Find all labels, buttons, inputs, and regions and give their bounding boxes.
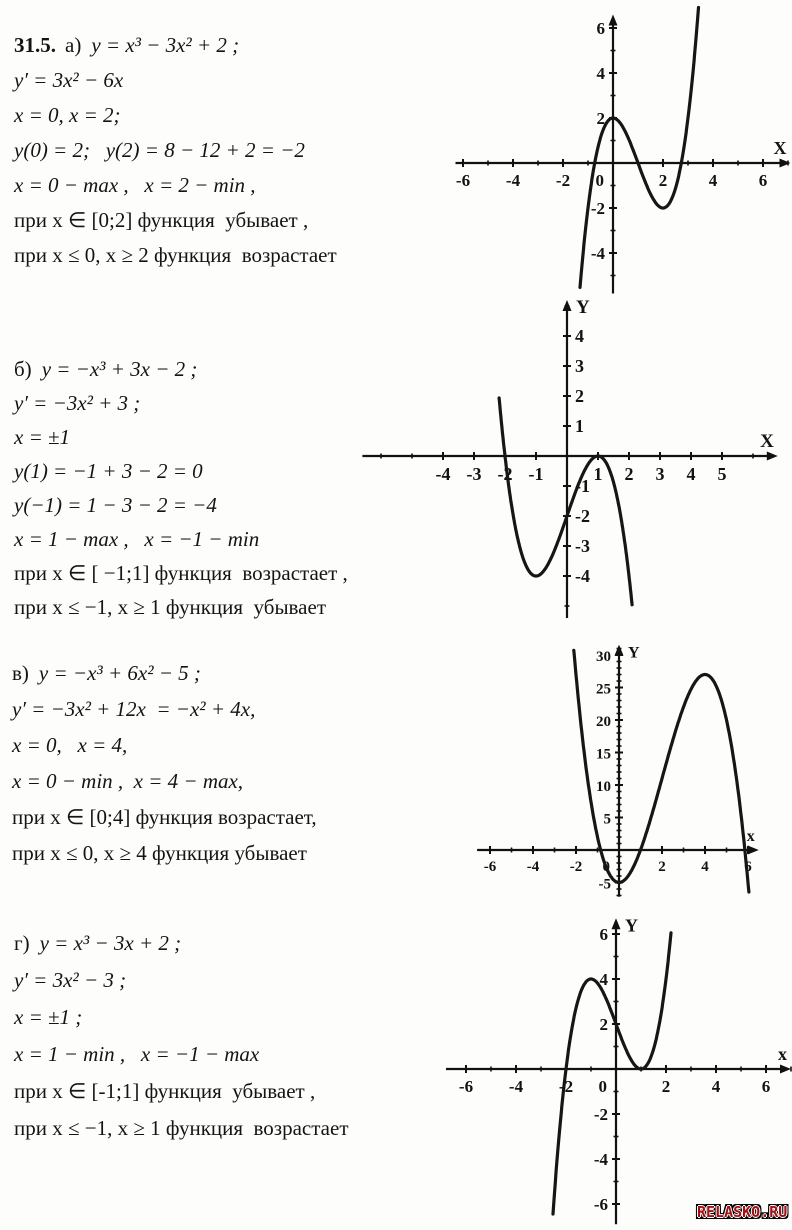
svg-text:2: 2 <box>624 464 634 484</box>
function-plot-v <box>445 640 792 908</box>
svg-text:6: 6 <box>761 1077 771 1096</box>
math-line: x = 1 − max , x = −1 − min <box>14 527 260 551</box>
svg-text:4: 4 <box>711 1077 721 1096</box>
svg-text:-5: -5 <box>598 876 611 893</box>
part-g-text <box>14 925 349 1147</box>
svg-text:-6: -6 <box>593 1195 608 1214</box>
math-line: y′ = 3x² − 6x <box>14 68 124 92</box>
svg-text:-6: -6 <box>455 171 471 190</box>
svg-text:6: 6 <box>758 171 768 190</box>
text-line: при x ≤ −1, x ≥ 1 функция убывает <box>14 595 327 619</box>
svg-text:x: x <box>746 828 755 845</box>
math-line: x = 0, x = 4, <box>12 733 128 757</box>
svg-text:3: 3 <box>575 356 584 376</box>
math-line: y(0) = 2; y(2) = 8 − 12 + 2 = −2 <box>14 138 305 162</box>
site-watermark: RELASKO.RU <box>697 1203 788 1221</box>
part-g-letter: г) <box>14 931 30 955</box>
part-g-heading <box>14 925 349 962</box>
math-line: y(−1) = 1 − 3 − 2 = −4 <box>14 493 217 517</box>
math-line: x = 0 − min , x = 4 − max, <box>12 769 244 793</box>
svg-text:-4: -4 <box>508 1077 524 1096</box>
math-line: x = ±1 <box>14 425 71 449</box>
svg-text:Y: Y <box>625 915 638 936</box>
graph-a <box>455 0 792 300</box>
math-line: y′ = 3x² − 3 ; <box>14 968 127 992</box>
part-a-letter: а) <box>65 33 82 57</box>
svg-text:4: 4 <box>686 464 696 484</box>
math-line: x = 0 − max , x = 2 − min , <box>14 173 256 197</box>
part-v-text <box>12 655 317 871</box>
svg-text:-2: -2 <box>558 1077 574 1096</box>
svg-text:-2: -2 <box>593 1105 608 1124</box>
svg-text:Y: Y <box>576 297 590 318</box>
svg-text:0: 0 <box>602 859 610 875</box>
svg-text:10: 10 <box>596 779 611 795</box>
svg-text:x: x <box>778 1044 787 1064</box>
svg-text:-4: -4 <box>575 566 590 586</box>
text-line: при x ∈ [-1;1] функция убывает , <box>14 1079 316 1103</box>
svg-text:6: 6 <box>596 19 605 38</box>
part-g-equation: y = x³ − 3x + 2 ; <box>39 931 182 955</box>
svg-text:-4: -4 <box>526 859 540 875</box>
svg-text:-6: -6 <box>458 1077 474 1096</box>
part-b-letter: б) <box>14 357 32 381</box>
svg-text:-6: -6 <box>483 859 497 875</box>
graph-g <box>430 913 792 1225</box>
math-line: y(1) = −1 + 3 − 2 = 0 <box>14 459 203 483</box>
svg-text:30: 30 <box>596 649 611 665</box>
text-line: при x ∈ [0;4] функция возрастает, <box>12 805 317 829</box>
svg-text:2: 2 <box>658 859 666 875</box>
part-a-equation: y = x³ − 3x² + 2 ; <box>91 33 240 57</box>
function-plot-g <box>430 913 792 1225</box>
svg-text:-3: -3 <box>575 536 590 556</box>
svg-text:4: 4 <box>575 326 584 346</box>
svg-text:2: 2 <box>599 1015 608 1034</box>
graph-v <box>445 640 792 908</box>
svg-text:4: 4 <box>599 970 608 989</box>
text-line: при x ≤ 0, x ≥ 4 функция убывает <box>12 841 307 865</box>
svg-text:2: 2 <box>596 109 605 128</box>
svg-text:-1: -1 <box>575 476 590 496</box>
svg-text:25: 25 <box>596 681 611 698</box>
svg-text:15: 15 <box>596 746 611 763</box>
svg-text:2: 2 <box>658 171 668 190</box>
math-line: x = ±1 ; <box>14 1005 83 1029</box>
svg-text:Y: Y <box>628 644 640 662</box>
svg-text:-2: -2 <box>569 859 583 875</box>
svg-text:4: 4 <box>596 64 605 83</box>
svg-text:X: X <box>760 431 774 452</box>
math-line: x = 0, x = 2; <box>14 103 121 127</box>
svg-text:-2: -2 <box>575 506 590 526</box>
part-a-text <box>14 28 337 273</box>
svg-text:-4: -4 <box>593 1150 608 1169</box>
svg-text:-4: -4 <box>590 244 605 263</box>
part-b-text <box>14 352 348 624</box>
svg-text:2: 2 <box>575 386 584 406</box>
svg-text:0: 0 <box>598 1077 607 1096</box>
svg-text:-2: -2 <box>497 464 513 484</box>
text-line: при x ∈ [ −1;1] функция возрастает , <box>14 561 348 585</box>
svg-text:X: X <box>773 138 787 158</box>
problem-number: 31.5. <box>14 33 56 57</box>
text-line: при x ∈ [0;2] функция убывает , <box>14 208 309 232</box>
part-b-equation: y = −x³ + 3x − 2 ; <box>41 357 198 381</box>
graph-b <box>358 293 792 640</box>
svg-text:5: 5 <box>603 811 611 828</box>
svg-text:2: 2 <box>661 1077 671 1096</box>
svg-text:5: 5 <box>717 464 727 484</box>
svg-text:3: 3 <box>655 464 665 484</box>
svg-text:20: 20 <box>596 714 611 730</box>
text-line: при x ≤ 0, x ≥ 2 функция возрастает <box>14 243 337 267</box>
svg-text:-2: -2 <box>555 171 571 190</box>
svg-text:4: 4 <box>708 171 718 190</box>
svg-text:4: 4 <box>701 859 709 875</box>
svg-text:1: 1 <box>593 464 603 484</box>
svg-text:-4: -4 <box>435 464 451 484</box>
math-line: y′ = −3x² + 3 ; <box>14 391 141 415</box>
math-line: x = 1 − min , x = −1 − max <box>14 1042 260 1066</box>
math-line: y′ = −3x² + 12x = −x² + 4x, <box>12 697 256 721</box>
part-a-heading <box>14 28 337 63</box>
part-v-letter: в) <box>12 661 29 685</box>
svg-text:-1: -1 <box>528 464 544 484</box>
svg-text:-3: -3 <box>466 464 482 484</box>
text-line: при x ≤ −1, x ≥ 1 функция возрастает <box>14 1116 349 1140</box>
svg-text:-2: -2 <box>590 199 605 218</box>
function-plot-b <box>358 293 792 640</box>
svg-text:6: 6 <box>599 925 608 944</box>
part-v-heading <box>12 655 317 691</box>
function-plot-a <box>455 0 792 300</box>
svg-text:-4: -4 <box>505 171 521 190</box>
svg-text:1: 1 <box>575 416 584 436</box>
part-v-equation: y = −x³ + 6x² − 5 ; <box>38 661 201 685</box>
svg-text:6: 6 <box>744 859 752 875</box>
part-b-heading <box>14 352 348 386</box>
svg-text:0: 0 <box>595 171 604 190</box>
